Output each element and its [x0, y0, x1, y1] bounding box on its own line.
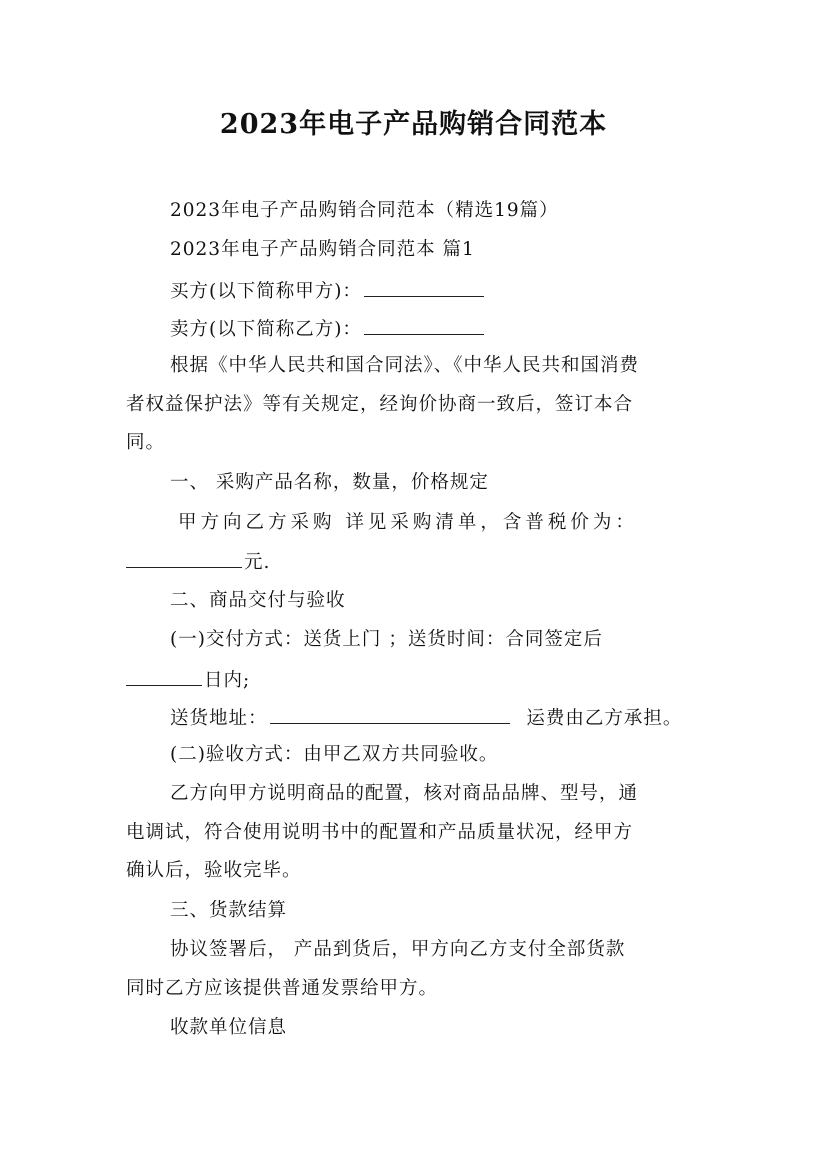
clause2-delivery-line-2 — [126, 667, 250, 693]
clause3-line-2: 同时乙方应该提供普通发票给甲方。 — [126, 978, 439, 999]
clause2-acceptance: (二)验收方式：由甲乙双方共同验收。 — [170, 744, 499, 765]
clause1-heading: 一、 采购产品名称，数量，价格规定 — [170, 472, 489, 493]
seller-line — [170, 316, 486, 342]
price-blank — [126, 549, 242, 568]
document-subtitle: 2023年电子产品购销合同范本（精选19篇） — [170, 200, 559, 221]
basis-paragraph-line-1: 根据《中华人民共和国合同法》、《中华人民共和国消费 — [170, 355, 640, 376]
freight-note: 运费由乙方承担。 — [526, 708, 683, 729]
address-blank — [270, 705, 510, 724]
buyer-line — [170, 278, 486, 304]
clause2-address-line — [170, 705, 682, 731]
payee-info-heading: 收款单位信息 — [170, 1017, 288, 1038]
clause3-line-1: 协议签署后， 产品到货后，甲方向乙方支付全部货款 — [170, 939, 626, 960]
basis-paragraph-line-2: 者权益保护法》等有关规定，经询价协商一致后，签订本合 — [126, 394, 634, 415]
seller-label: 卖方(以下简称乙方)： — [170, 319, 362, 340]
buyer-blank — [364, 278, 484, 297]
delivery-days-blank — [126, 667, 202, 686]
document-title: 2023年电子产品购销合同范本 — [219, 109, 608, 140]
delivery-days-suffix: 日内; — [204, 670, 251, 691]
clause1-line-2 — [126, 549, 270, 575]
buyer-label: 买方(以下简称甲方)： — [170, 281, 362, 302]
clause2-delivery-line-1: (一)交付方式：送货上门 ；送货时间：合同签定后 — [170, 629, 603, 650]
basis-paragraph-line-3: 同。 — [126, 432, 166, 453]
price-suffix: 元. — [244, 552, 271, 573]
address-label: 送货地址： — [170, 708, 268, 729]
clause3-heading: 三、货款结算 — [170, 900, 288, 921]
clause2-heading: 二、商品交付与验收 — [170, 590, 346, 611]
clause1-line-1: 甲方向乙方采购 详见采购清单，含普税价为： — [178, 512, 638, 533]
section-title: 2023年电子产品购销合同范本 篇1 — [170, 239, 475, 260]
clause2-note-line-2: 电调试，符合使用说明书中的配置和产品质量状况，经甲方 — [126, 822, 634, 843]
clause2-note-line-1: 乙方向甲方说明商品的配置，核对商品品牌、型号，通 — [170, 783, 639, 804]
seller-blank — [364, 316, 484, 335]
clause2-note-line-3: 确认后，验收完毕。 — [126, 860, 302, 881]
